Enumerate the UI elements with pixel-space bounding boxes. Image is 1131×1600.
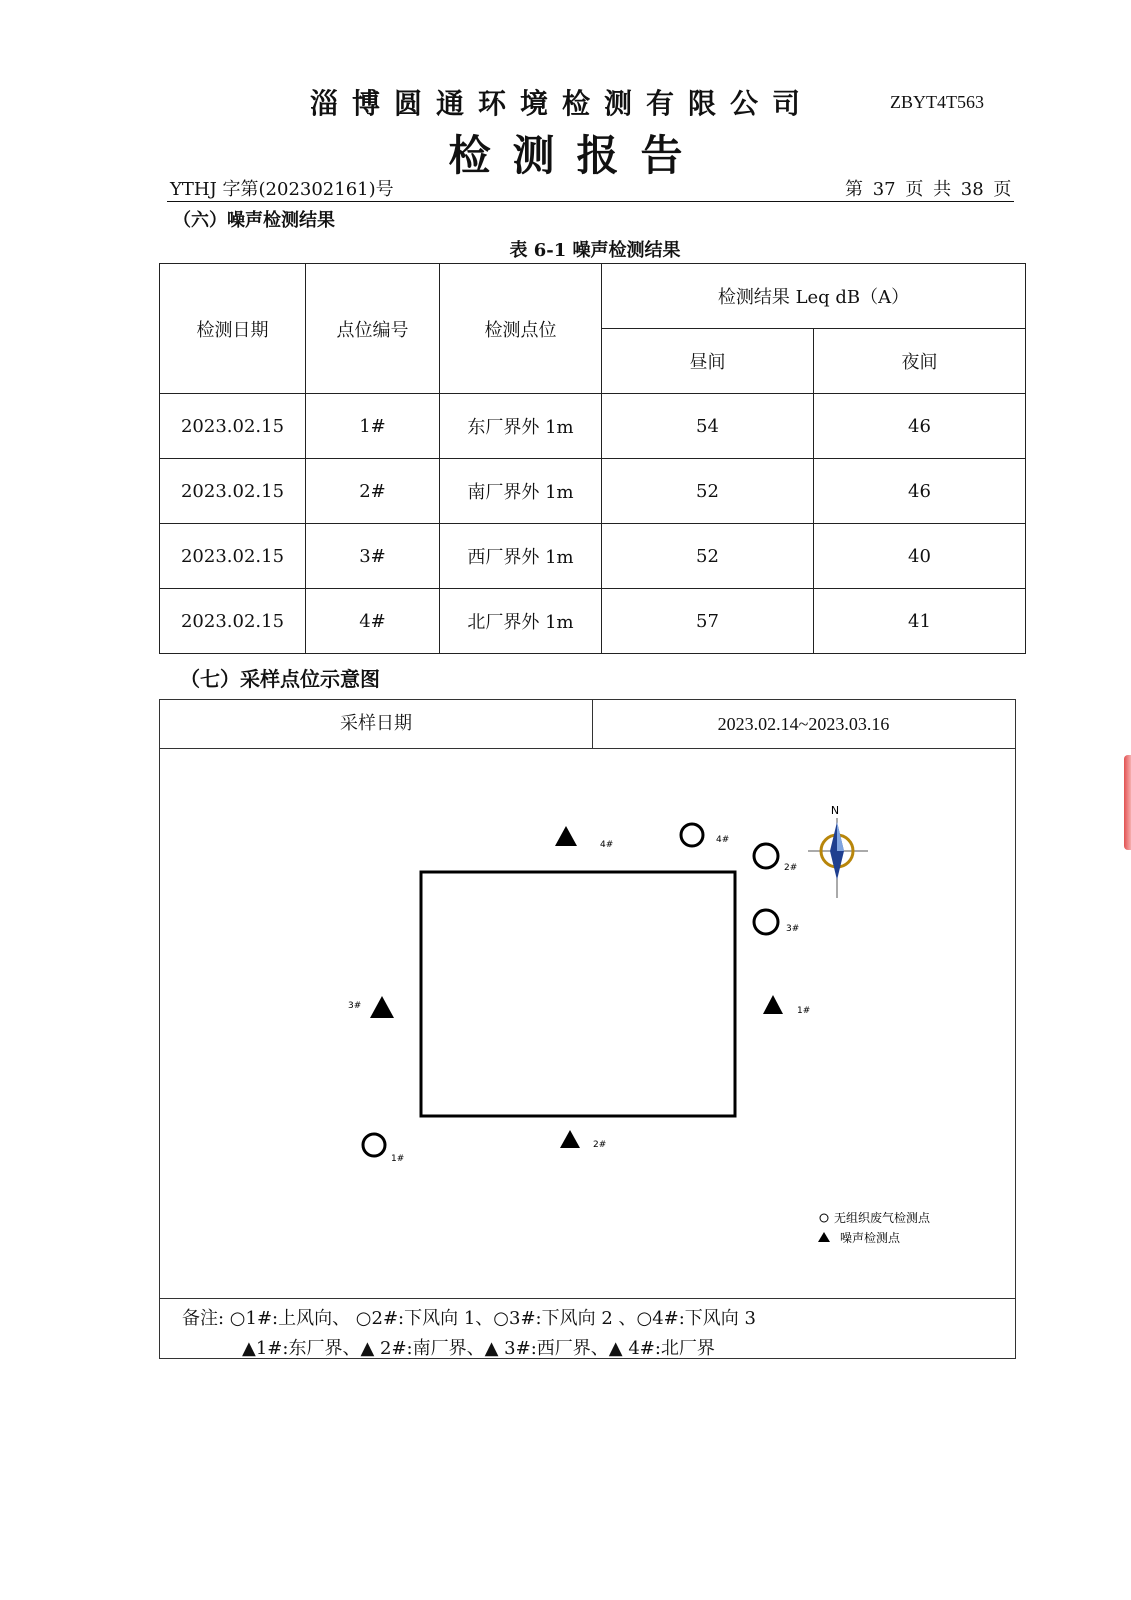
table-row bbox=[160, 459, 1026, 524]
noise-point-1-label: 1# bbox=[797, 1006, 811, 1016]
noise-results-table bbox=[159, 263, 1026, 654]
cell-point: 3# bbox=[306, 524, 440, 589]
table-row bbox=[160, 394, 1026, 459]
table-row bbox=[160, 589, 1026, 654]
sampling-map bbox=[160, 748, 1015, 1298]
north-compass-icon bbox=[808, 804, 868, 898]
sampling-date-row bbox=[160, 700, 1015, 749]
sampling-date-label: 采样日期 bbox=[160, 700, 593, 748]
sampling-map-box bbox=[159, 699, 1016, 1359]
cell-day: 57 bbox=[602, 589, 814, 654]
header-result-group: 检测结果 Leq dB（A） bbox=[602, 264, 1026, 329]
legend-gas-label: 无组织废气检测点 bbox=[834, 1211, 931, 1225]
report-title: 检测报告 bbox=[448, 131, 705, 180]
header-date: 检测日期 bbox=[160, 264, 306, 394]
cell-day: 52 bbox=[602, 524, 814, 589]
noise-point-3-label: 3# bbox=[348, 1001, 362, 1011]
cell-day: 52 bbox=[602, 459, 814, 524]
company-name: 淄博圆通环境检测有限公司 bbox=[310, 87, 815, 120]
cell-day: 54 bbox=[602, 394, 814, 459]
map-section-heading: （七）采样点位示意图 bbox=[180, 667, 380, 691]
gas-point-4-icon bbox=[681, 824, 703, 846]
gas-point-4-label: 4# bbox=[716, 835, 730, 845]
gas-point-1-icon bbox=[363, 1134, 385, 1156]
noise-point-4-label: 4# bbox=[600, 840, 614, 850]
noise-point-2-icon bbox=[560, 1130, 580, 1148]
header-night: 夜间 bbox=[814, 329, 1026, 394]
cell-night: 40 bbox=[814, 524, 1026, 589]
sampling-date-value: 2023.02.14~2023.03.16 bbox=[717, 714, 890, 734]
cell-date: 2023.02.15 bbox=[160, 589, 306, 654]
gas-point-3-label: 3# bbox=[786, 924, 800, 934]
gas-point-2-label: 2# bbox=[784, 863, 798, 873]
page-info: 第 37 页 共 38 页 bbox=[845, 179, 1012, 200]
noise-section-heading: （六）噪声检测结果 bbox=[173, 210, 335, 231]
cell-night: 41 bbox=[814, 589, 1026, 654]
noise-point-1-icon bbox=[763, 995, 783, 1014]
header-rule bbox=[167, 201, 1014, 202]
cell-point: 1# bbox=[306, 394, 440, 459]
table-caption: 表 6-1 噪声检测结果 bbox=[509, 240, 681, 261]
cell-point: 2# bbox=[306, 459, 440, 524]
legend-noise-label: 噪声检测点 bbox=[840, 1231, 901, 1245]
cell-date: 2023.02.15 bbox=[160, 394, 306, 459]
cell-location: 东厂界外 1m bbox=[440, 394, 602, 459]
seal-edge-mark bbox=[1124, 755, 1131, 850]
table-row bbox=[160, 524, 1026, 589]
cell-date: 2023.02.15 bbox=[160, 459, 306, 524]
note-divider bbox=[160, 1298, 1015, 1299]
header-day: 昼间 bbox=[602, 329, 814, 394]
noise-point-2-label: 2# bbox=[593, 1140, 607, 1150]
remarks-line-1: 备注: ○1#:上风向、 ○2#:下风向 1、○3#:下风向 2 、○4#:下风向 3 bbox=[182, 1308, 756, 1329]
header-point-no: 点位编号 bbox=[306, 264, 440, 394]
document-number: YTHJ 字第(202302161)号 bbox=[170, 179, 394, 200]
noise-point-3-icon bbox=[370, 996, 394, 1018]
gas-point-3-icon bbox=[754, 910, 778, 934]
header-location: 检测点位 bbox=[440, 264, 602, 394]
cell-location: 南厂界外 1m bbox=[440, 459, 602, 524]
cell-location: 北厂界外 1m bbox=[440, 589, 602, 654]
cell-point: 4# bbox=[306, 589, 440, 654]
cell-night: 46 bbox=[814, 459, 1026, 524]
gas-point-1-label: 1# bbox=[391, 1154, 405, 1164]
cell-location: 西厂界外 1m bbox=[440, 524, 602, 589]
compass-n-label: N bbox=[830, 804, 840, 817]
noise-point-4-icon bbox=[555, 826, 577, 846]
gas-point-2-icon bbox=[754, 844, 778, 868]
legend-noise-icon bbox=[818, 1232, 830, 1242]
report-code: ZBYT4T563 bbox=[890, 92, 984, 112]
remarks-line-2: ▲1#:东厂界、▲ 2#:南厂界、▲ 3#:西厂界、▲ 4#:北厂界 bbox=[242, 1338, 715, 1359]
legend-gas-icon bbox=[820, 1214, 828, 1222]
site-boundary bbox=[421, 872, 735, 1116]
cell-date: 2023.02.15 bbox=[160, 524, 306, 589]
cell-night: 46 bbox=[814, 394, 1026, 459]
